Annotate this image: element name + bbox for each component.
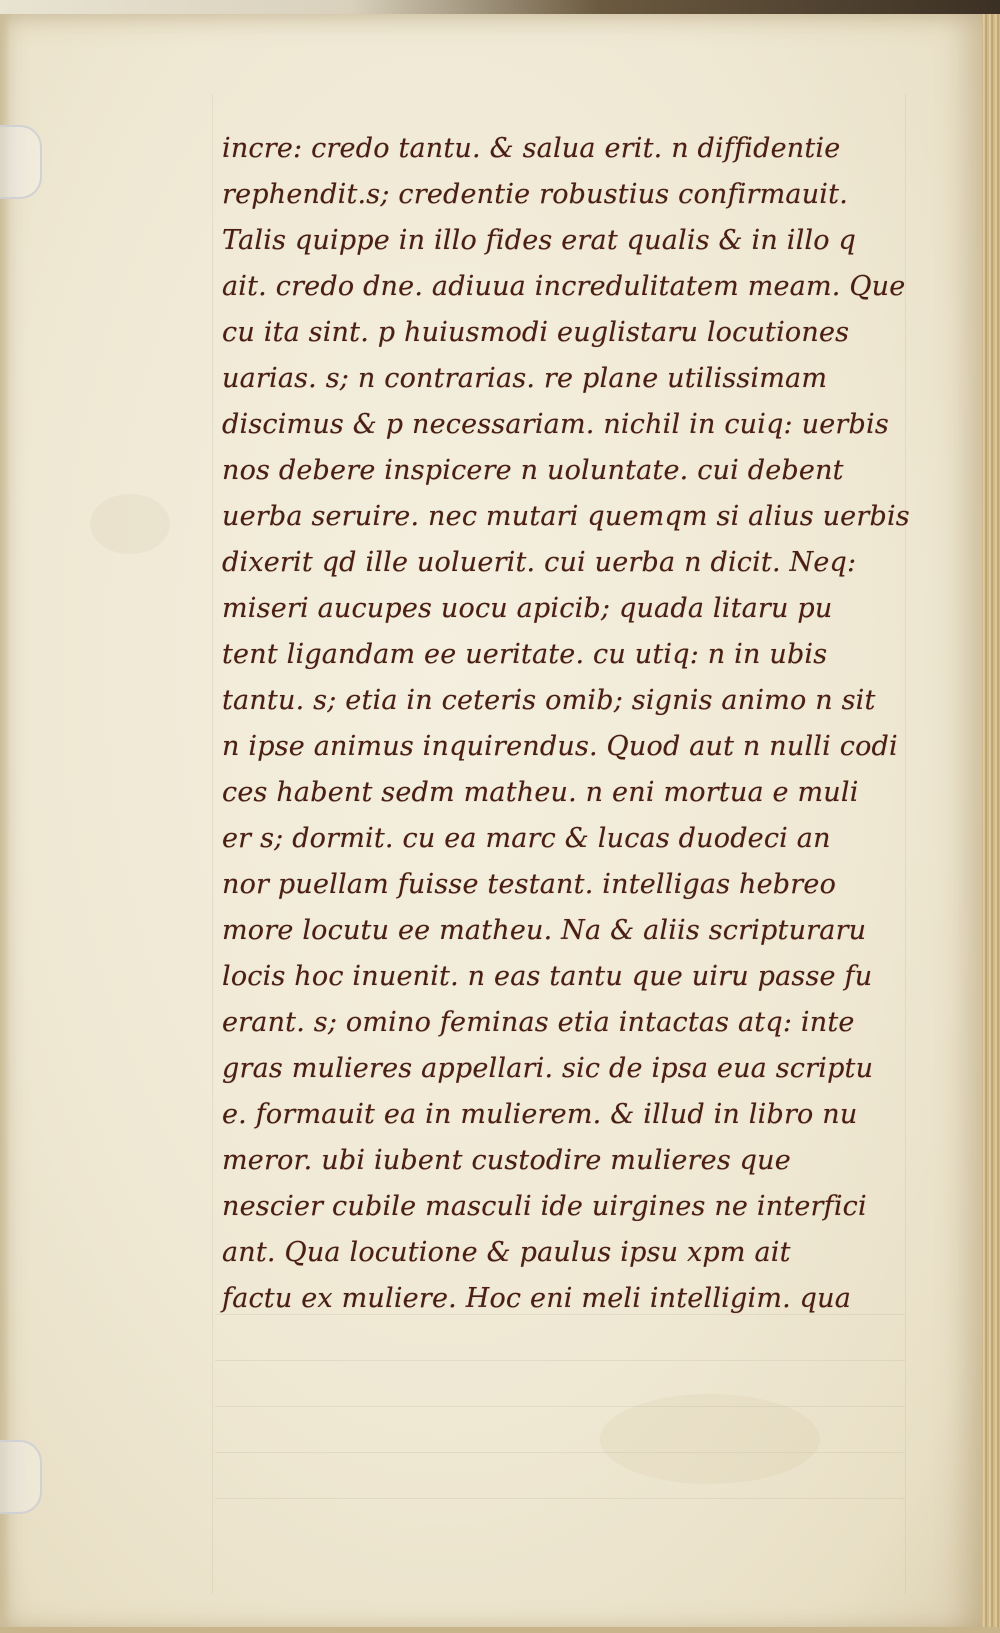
text-line: tent ligandam ee ueritate. cu utiq: n in ubis	[222, 639, 828, 670]
ruling-line	[215, 1498, 905, 1499]
text-line: ces habent sedm matheu. n eni mortua e muli	[222, 777, 859, 808]
text-line: cu ita sint. p huiusmodi euglistaru locutiones	[222, 317, 850, 348]
text-line: nescier cubile masculi ide uirgines ne interfici	[222, 1191, 867, 1222]
text-line: factu ex muliere. Hoc eni meli intelligim. qua	[222, 1283, 852, 1314]
text-line: uerba seruire. nec mutari quemqm si alius uerbis	[222, 501, 910, 532]
text-line: uarias. s; n contrarias. re plane utilissimam	[222, 363, 828, 394]
text-line: nor puellam fuisse testant. intelligas hebreo	[222, 869, 837, 900]
ruling-line	[215, 1406, 905, 1407]
text-line: tantu. s; etia in ceteris omib; signis animo n sit	[222, 685, 876, 716]
text-line: erant. s; omino feminas etia intactas atq: inte	[222, 1007, 855, 1038]
text-line: locis hoc inuenit. n eas tantu que uiru passe fu	[222, 961, 873, 992]
parchment-stain	[600, 1394, 820, 1484]
page-fore-edge	[982, 14, 1000, 1633]
binding-clip-top	[0, 125, 42, 199]
text-line: nos debere inspicere n uoluntate. cui debent	[222, 455, 844, 486]
text-line: ant. Qua locutione & paulus ipsu xpm ait	[222, 1237, 791, 1268]
text-line: meror. ubi iubent custodire mulieres que	[222, 1145, 791, 1176]
text-line: rephendit.s; credentie robustius confirmauit.	[222, 179, 848, 210]
text-line: miseri aucupes uocu apicib; quada litaru pu	[222, 593, 833, 624]
text-line: e. formauit ea in mulierem. & illud in libro nu	[222, 1099, 858, 1130]
parchment-stain	[90, 494, 170, 554]
binding-clip-bottom	[0, 1440, 42, 1514]
page-gutter-shadow	[0, 14, 10, 1633]
text-line: discimus & p necessariam. nichil in cuiq: uerbis	[222, 409, 889, 440]
text-line: more locutu ee matheu. Na & aliis scripturaru	[222, 915, 867, 946]
ruling-line-vertical-left	[212, 94, 213, 1594]
ruling-line	[215, 1452, 905, 1453]
ruling-line	[215, 1360, 905, 1361]
text-line: incre: credo tantu. & salua erit. n diffidentie	[222, 133, 841, 164]
text-line: Talis quippe in illo fides erat qualis & in illo q	[222, 225, 856, 256]
text-line: n ipse animus inquirendus. Quod aut n nulli codi	[222, 731, 898, 762]
scan-bottom-edge	[0, 1627, 1000, 1633]
text-line: er s; dormit. cu ea marc & lucas duodeci an	[222, 823, 831, 854]
text-line: gras mulieres appellari. sic de ipsa eua scriptu	[222, 1053, 874, 1084]
text-line: dixerit qd ille uoluerit. cui uerba n dicit. Neq:	[222, 547, 857, 578]
manuscript-text	[222, 126, 912, 1322]
text-line: ait. credo dne. adiuua incredulitatem meam. Que	[222, 271, 906, 302]
